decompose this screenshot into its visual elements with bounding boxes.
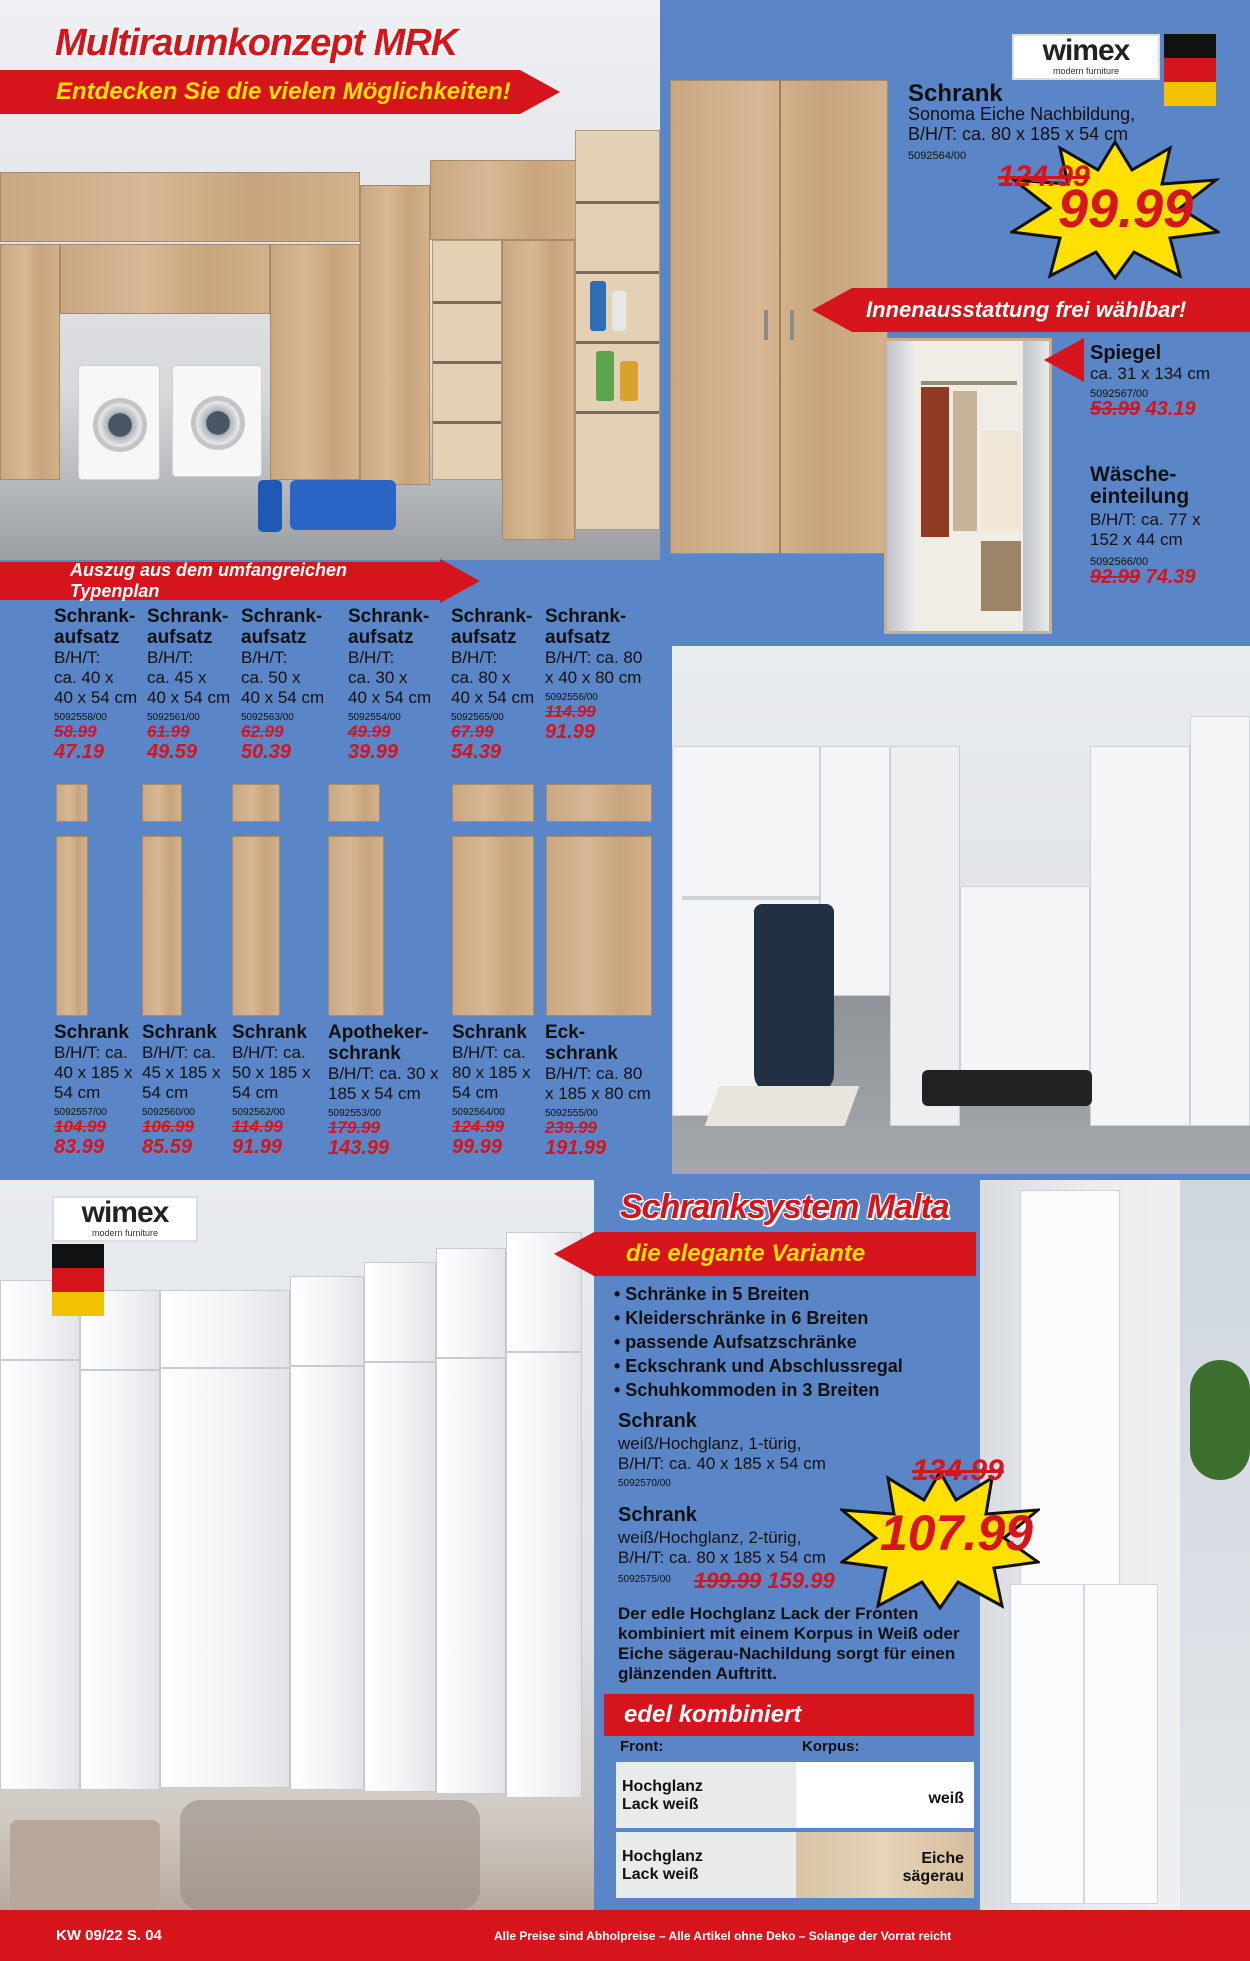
malta-product-1-desc: B/H/T: ca. 40 x 185 x 54 cm: [618, 1454, 826, 1473]
type-item-schrank: [545, 1022, 670, 1159]
item-old-price: 58.99: [54, 722, 97, 741]
type-plan-banner: [0, 562, 440, 600]
item-title: Eck-: [545, 1022, 586, 1043]
combination-banner: [604, 1694, 974, 1736]
germany-flag-icon: [52, 1244, 104, 1316]
feature-item: • Eckschrank und Abschlussregal: [614, 1356, 903, 1376]
banner-arrow-icon: [812, 288, 852, 332]
wimex-logo: [1012, 34, 1160, 80]
title-line: einteilung: [1090, 485, 1190, 508]
cabinet-image: [452, 836, 534, 1016]
item-new-price: 47.19: [54, 741, 105, 763]
front-line: Hochglanz: [622, 1848, 703, 1865]
wall-cabinet: [430, 160, 580, 240]
item-desc: ca. 30 x: [348, 668, 408, 687]
item-sku: 5092561/00: [147, 712, 200, 723]
germany-flag-icon: [1164, 34, 1216, 106]
item-sku: 5092553/00: [328, 1108, 381, 1119]
open-wardrobe-image: [884, 338, 1052, 634]
white-tall-cabinet: [1090, 746, 1190, 1126]
desc-line: B/H/T: ca. 77 x: [1090, 510, 1201, 529]
item-old-price: 61.99: [147, 722, 190, 741]
logo-tagline: modern furniture: [91, 1228, 159, 1238]
combination-banner-text: edel kombiniert: [624, 1701, 802, 1728]
laundry-insert-desc: [1090, 510, 1201, 550]
laundry-basket: [290, 480, 396, 530]
feature-item: • Schuhkommoden in 3 Breiten: [614, 1380, 880, 1400]
item-sku: 5092565/00: [451, 712, 504, 723]
wardrobe-door: [364, 1362, 436, 1792]
item-title: Schrank: [142, 1022, 217, 1043]
item-title: Schrank: [54, 1022, 129, 1043]
item-desc: ca. 45 x: [147, 668, 207, 687]
footer-disclaimer: Alle Preise sind Abholpreise – Alle Artikel ohne Deko – Solange der Vorrat reicht: [494, 1928, 952, 1943]
item-title: Apotheker-: [328, 1022, 429, 1043]
item-old-price: 106.99: [142, 1117, 194, 1136]
dryer: [172, 365, 262, 477]
malta-product-2-old-price: 199.99: [694, 1568, 762, 1593]
drawer-unit: [502, 240, 575, 540]
item-sku: 5092562/00: [232, 1107, 285, 1118]
item-old-price: 124.99: [452, 1117, 504, 1136]
item-desc: 80 x 185 x: [452, 1063, 531, 1082]
header-korpus: Korpus:: [802, 1738, 860, 1755]
item-desc: B/H/T:: [241, 648, 288, 667]
korpus-line: weiß: [928, 1790, 964, 1807]
featured-desc-line: Sonoma Eiche Nachbildung,: [908, 104, 1136, 124]
pouf: [10, 1820, 160, 1910]
item-desc: B/H/T: ca.: [452, 1043, 526, 1062]
item-desc: B/H/T: ca.: [232, 1043, 306, 1062]
item-old-price: 104.99: [54, 1117, 106, 1136]
rug: [180, 1800, 480, 1910]
tall-cabinet: [360, 185, 430, 485]
interior-banner-text: Innenausstattung frei wählbar!: [866, 297, 1187, 322]
item-old-price: 179.99: [328, 1118, 380, 1137]
corner-shelf: [575, 130, 660, 530]
item-title: Schrank-: [147, 606, 229, 627]
feature-item: • passende Aufsatzschränke: [614, 1332, 857, 1352]
wimex-logo: [52, 1196, 198, 1242]
item-title: aufsatz: [545, 627, 611, 648]
korpus-line: sägerau: [902, 1868, 964, 1885]
open-shelf-unit: [890, 746, 960, 1126]
laundry-insert-old-price: 92.99: [1090, 566, 1141, 588]
malta-subtitle-text: die elegante Variante: [626, 1240, 866, 1267]
type-item-aufsatz: [545, 606, 670, 743]
feature-item: • Schränke in 5 Breiten: [614, 1284, 810, 1304]
malta-product-2-sku: 5092575/00: [618, 1574, 671, 1585]
footer-week-page: KW 09/22 S. 04: [56, 1927, 162, 1944]
item-title: aufsatz: [348, 627, 414, 648]
trash-bag: [754, 904, 834, 1094]
laundry-insert-prices: [1090, 566, 1196, 589]
item-desc: B/H/T:: [147, 648, 194, 667]
item-new-price: 54.39: [451, 741, 502, 763]
item-sku: 5092563/00: [241, 712, 294, 723]
item-desc: 54 cm: [142, 1083, 189, 1102]
wardrobe-door: [290, 1366, 364, 1790]
item-desc: 40 x 54 cm: [147, 688, 231, 707]
malta-product-1-old-price: 134.99: [912, 1454, 1004, 1487]
malta-product-1-sku: 5092570/00: [618, 1478, 671, 1489]
mirror-old-price: 53.99: [1090, 398, 1141, 420]
pointer-arrow-icon: [1044, 338, 1084, 382]
washing-machine: [78, 365, 160, 480]
description-line: Eiche sägerau-Nachildung sorgt für einen: [618, 1644, 956, 1663]
type-item-aufsatz: [54, 606, 162, 763]
item-old-price: 114.99: [545, 702, 596, 721]
wall-cabinet: [60, 244, 270, 314]
item-sku: 5092554/00: [348, 712, 401, 723]
newspaper: [705, 1086, 860, 1126]
featured-sku: 5092564/00: [908, 150, 967, 162]
item-sku: 5092556/00: [545, 692, 598, 703]
banner-arrow-icon: [520, 70, 560, 114]
item-sku: 5092557/00: [54, 1107, 107, 1118]
wardrobe-door: [0, 1360, 80, 1790]
item-old-price: 239.99: [545, 1118, 597, 1137]
item-old-price: 62.99: [241, 722, 284, 741]
mirror-prices: [1090, 398, 1196, 421]
open-shelf: [432, 240, 502, 480]
title-line: Wäsche-: [1090, 463, 1177, 486]
cabinet-image: [328, 836, 384, 1016]
item-new-price: 91.99: [232, 1136, 283, 1158]
item-desc: 40 x 54 cm: [451, 688, 535, 707]
type-item-aufsatz: [348, 606, 456, 763]
top-cabinet-image: [232, 784, 280, 822]
front-cell: [616, 1762, 796, 1828]
wardrobe-door: [506, 1352, 582, 1798]
item-title: Schrank-: [54, 606, 136, 627]
item-sku: 5092560/00: [142, 1107, 195, 1118]
featured-description: [908, 104, 1135, 144]
item-new-price: 143.99: [328, 1137, 390, 1159]
type-item-aufsatz: [451, 606, 559, 763]
wall-cabinet-row: [0, 172, 360, 242]
item-desc: ca. 50 x: [241, 668, 301, 687]
item-desc: 54 cm: [54, 1083, 101, 1102]
item-title: Schrank-: [451, 606, 533, 627]
type-item-aufsatz: [147, 606, 255, 763]
logo-tagline: modern furniture: [1052, 66, 1120, 76]
item-title: Schrank-: [545, 606, 627, 627]
item-sku: 5092564/00: [452, 1107, 505, 1118]
korpus-cell: [796, 1832, 974, 1898]
interior-banner: [852, 288, 1250, 332]
item-title: schrank: [545, 1043, 618, 1064]
item-title: aufsatz: [451, 627, 517, 648]
mirror-sku: 5092567/00: [1090, 388, 1149, 400]
malta-subtitle-banner: [594, 1232, 976, 1276]
item-new-price: 99.99: [452, 1136, 503, 1158]
top-cabinet-image: [56, 784, 88, 822]
item-old-price: 114.99: [232, 1117, 283, 1136]
item-desc: B/H/T: ca. 80: [545, 1064, 643, 1083]
item-sku: 5092558/00: [54, 712, 107, 723]
item-desc: x 40 x 80 cm: [545, 668, 642, 687]
malta-feature-list: [614, 1282, 903, 1402]
malta-product-2-new-price: 159.99: [767, 1568, 835, 1593]
malta-product-1-desc: weiß/Hochglanz, 1-türig,: [618, 1434, 802, 1453]
table-row: [616, 1762, 974, 1828]
floor-jack: [922, 1070, 1092, 1106]
type-item-schrank: [452, 1022, 560, 1158]
malta-product-2-prices: [694, 1568, 835, 1594]
laundry-insert-new-price: 74.39: [1145, 566, 1196, 588]
item-desc: 54 cm: [452, 1083, 499, 1102]
item-sku: 5092555/00: [545, 1108, 598, 1119]
wardrobe-door: [80, 1370, 160, 1790]
description-line: glänzenden Auftritt.: [618, 1664, 777, 1683]
detergent-bottle: [258, 480, 282, 532]
malta-description: [618, 1604, 988, 1684]
item-title: aufsatz: [54, 627, 120, 648]
white-tall-cabinet: [1190, 716, 1250, 1126]
item-new-price: 91.99: [545, 721, 596, 743]
wardrobe-door: [160, 1368, 290, 1788]
item-new-price: 39.99: [348, 741, 399, 763]
front-line: Hochglanz: [622, 1778, 703, 1795]
malta-product-2-title: Schrank: [618, 1504, 697, 1526]
cabinet-image: [56, 836, 88, 1016]
item-desc: B/H/T: ca. 80: [545, 648, 643, 667]
plant: [1190, 1360, 1250, 1480]
item-title: Schrank-: [348, 606, 430, 627]
item-desc: 40 x 54 cm: [348, 688, 432, 707]
page-title: Multiraumkonzept MRK: [55, 22, 458, 64]
top-cabinet-image: [452, 784, 534, 822]
item-old-price: 49.99: [348, 722, 391, 741]
cabinet-image: [546, 836, 652, 1016]
type-item-schrank: [232, 1022, 340, 1158]
table-row: [616, 1832, 974, 1898]
item-desc: B/H/T: ca. 30 x: [328, 1064, 439, 1083]
item-desc: 50 x 185 x: [232, 1063, 311, 1082]
type-plan-banner-text: Auszug aus dem umfangreichen Typenplan: [70, 560, 348, 601]
malta-product-2-desc: B/H/T: ca. 80 x 185 x 54 cm: [618, 1548, 826, 1567]
item-desc: 185 x 54 cm: [328, 1084, 421, 1103]
mirror-desc: ca. 31 x 134 cm: [1090, 364, 1211, 383]
featured-old-price: 124.99: [998, 160, 1090, 193]
footer: [0, 1910, 1250, 1961]
featured-title: Schrank: [908, 80, 1003, 107]
top-cabinet-image: [142, 784, 182, 822]
item-desc: B/H/T: ca.: [54, 1043, 128, 1062]
front-cell: [616, 1832, 796, 1898]
mirror-title: Spiegel: [1090, 342, 1162, 364]
korpus-line: Eiche: [921, 1850, 964, 1867]
type-item-aufsatz: [241, 606, 349, 763]
item-desc: 40 x 185 x: [54, 1063, 133, 1082]
description-line: Der edle Hochglanz Lack der Fronten: [618, 1604, 919, 1623]
logo-word: wimex: [81, 1196, 169, 1229]
item-new-price: 49.59: [147, 741, 198, 763]
malta-product-1-title: Schrank: [618, 1410, 697, 1432]
mirror-new-price: 43.19: [1145, 398, 1196, 420]
featured-new-price: 99.99: [1058, 179, 1194, 239]
item-desc: B/H/T:: [348, 648, 395, 667]
item-title: aufsatz: [147, 627, 213, 648]
item-new-price: 83.99: [54, 1136, 105, 1158]
item-desc: B/H/T:: [451, 648, 498, 667]
feature-item: • Kleiderschränke in 6 Breiten: [614, 1308, 869, 1328]
malta-product-1-new-price: 107.99: [880, 1505, 1033, 1561]
featured-desc-line: B/H/T: ca. 80 x 185 x 54 cm: [908, 124, 1129, 144]
banner-arrow-icon: [440, 559, 480, 603]
item-title: schrank: [328, 1043, 401, 1064]
tall-cabinet: [0, 244, 60, 480]
item-title: Schrank: [232, 1022, 307, 1043]
banner-arrow-icon: [554, 1232, 594, 1276]
header-front: Front:: [620, 1738, 664, 1755]
item-desc: B/H/T: ca.: [142, 1043, 216, 1062]
description-line: kombiniert mit einem Korpus in Weiß oder: [618, 1624, 960, 1643]
front-line: Lack weiß: [622, 1866, 699, 1883]
item-new-price: 85.59: [142, 1136, 193, 1158]
item-title: Schrank: [452, 1022, 527, 1043]
subtitle-banner: [0, 70, 520, 114]
laundry-insert-title: [1090, 464, 1189, 508]
item-desc: ca. 80 x: [451, 668, 511, 687]
subtitle-text: Entdecken Sie die vielen Möglichkeiten!: [56, 78, 511, 105]
item-desc: 45 x 185 x: [142, 1063, 221, 1082]
wardrobe-door: [436, 1358, 506, 1794]
item-desc: x 185 x 80 cm: [545, 1084, 651, 1103]
item-desc: 40 x 54 cm: [54, 688, 138, 707]
item-desc: 40 x 54 cm: [241, 688, 325, 707]
front-line: Lack weiß: [622, 1796, 699, 1813]
malta-title: Schranksystem Malta: [620, 1188, 949, 1226]
item-new-price: 191.99: [545, 1137, 607, 1159]
malta-product-2-desc: weiß/Hochglanz, 2-türig,: [618, 1528, 802, 1547]
korpus-cell: [796, 1762, 974, 1828]
desc-line: 152 x 44 cm: [1090, 530, 1183, 549]
item-desc: ca. 40 x: [54, 668, 114, 687]
cabinet-image: [142, 836, 182, 1016]
item-title: Schrank-: [241, 606, 323, 627]
item-desc: 54 cm: [232, 1083, 279, 1102]
top-cabinet-image: [328, 784, 380, 822]
table-header: [616, 1738, 974, 1762]
combination-table: [616, 1738, 974, 1902]
item-title: aufsatz: [241, 627, 307, 648]
item-old-price: 67.99: [451, 722, 494, 741]
window: [1180, 1180, 1250, 1910]
top-cabinet-image: [546, 784, 652, 822]
laundry-insert-sku: 5092566/00: [1090, 556, 1149, 568]
tall-cabinet: [270, 244, 360, 480]
item-new-price: 50.39: [241, 741, 292, 763]
logo-word: wimex: [1042, 34, 1130, 67]
type-item-schrank: [328, 1022, 452, 1159]
garage-room-photo: [672, 646, 1250, 1174]
cabinet-image: [232, 836, 280, 1016]
item-desc: B/H/T:: [54, 648, 101, 667]
